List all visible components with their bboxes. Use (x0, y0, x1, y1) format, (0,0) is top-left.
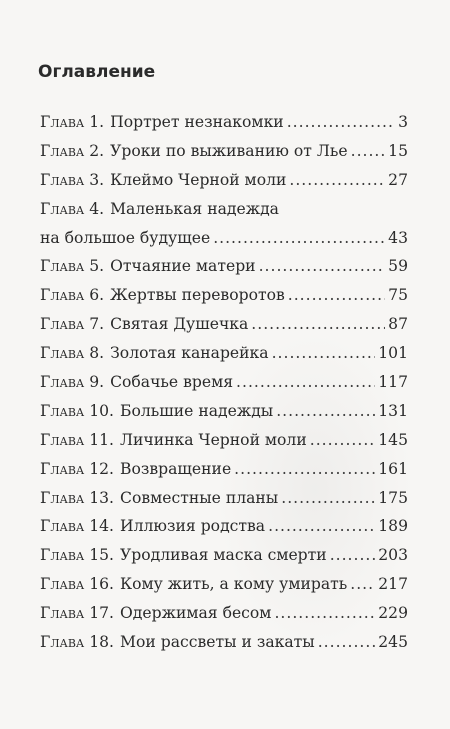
chapter-title: Кому жить, а кому умирать (120, 575, 348, 594)
chapter-label: Глава 4. (40, 199, 105, 218)
dot-leader (289, 166, 385, 195)
toc-entry (40, 541, 408, 570)
chapter-title: Уродливая маска смерти (120, 546, 327, 565)
toc-entry (40, 599, 408, 628)
toc-entry-line (40, 108, 408, 137)
page-number: 87 (388, 315, 408, 334)
page-number: 43 (388, 228, 408, 247)
toc-entry (40, 455, 408, 484)
page-number: 15 (388, 141, 408, 160)
chapter-title: Клеймо Черной моли (110, 170, 287, 189)
chapter-label: Глава 18. (40, 633, 115, 652)
toc-entry-line (40, 628, 408, 657)
chapter-label: Глава 11. (40, 430, 115, 449)
toc-entry (40, 339, 408, 368)
chapter-title: Отчаяние матери (110, 257, 256, 276)
toc-title: Оглавление (38, 62, 156, 82)
chapter-label: Глава 2. (40, 141, 105, 160)
chapter-label: Глава 6. (40, 286, 105, 305)
toc-entry (40, 484, 408, 513)
chapter-label: Глава 7. (40, 315, 105, 334)
toc-entry-line (40, 541, 408, 570)
toc-entry (40, 426, 408, 455)
toc-entry (40, 137, 408, 166)
toc-entry-line (40, 397, 408, 426)
page-number: 189 (378, 517, 408, 536)
chapter-title: Портрет незнакомки (110, 113, 284, 131)
dot-leader (274, 599, 375, 628)
toc-entry-line (40, 426, 408, 455)
toc-entry-line (40, 195, 408, 224)
page-number: 203 (378, 546, 408, 565)
page-number: 217 (378, 575, 408, 594)
toc-entry (40, 397, 408, 426)
chapter-label: Глава 8. (40, 344, 105, 363)
toc-entry-line (40, 339, 408, 368)
dot-leader (281, 484, 375, 513)
toc-entry-line (40, 599, 408, 628)
toc-entry-line (40, 512, 408, 541)
dot-leader (287, 108, 395, 137)
chapter-label: Глава 1. (40, 113, 105, 131)
toc-entry (40, 195, 408, 253)
chapter-label: Глава 3. (40, 170, 105, 189)
chapter-title: Иллюзия родства (120, 517, 266, 536)
page-number: 101 (378, 344, 408, 363)
chapter-label: Глава 12. (40, 459, 115, 478)
dot-leader (259, 252, 386, 281)
page-number: 131 (378, 401, 408, 420)
toc-entry-line (40, 310, 408, 339)
chapter-title: Святая Душечка (110, 315, 249, 334)
dot-leader (234, 455, 375, 484)
toc-entry (40, 281, 408, 310)
dot-leader (251, 310, 385, 339)
chapter-title: Уроки по выживанию от Лье (110, 141, 348, 160)
chapter-title: Личинка Черной моли (120, 430, 307, 449)
chapter-label: Глава 5. (40, 257, 105, 276)
toc-entry (40, 512, 408, 541)
toc-entry-line (40, 281, 408, 310)
page-number: 161 (378, 459, 408, 478)
toc-entry (40, 628, 408, 657)
chapter-title: Жертвы переворотов (110, 286, 285, 305)
dot-leader (236, 368, 375, 397)
dot-leader (330, 541, 376, 570)
dot-leader (276, 397, 375, 426)
page-number: 3 (398, 113, 408, 131)
chapter-label: Глава 10. (40, 401, 115, 420)
toc-entry-line (40, 570, 408, 599)
page-number: 175 (378, 488, 408, 507)
dot-leader (350, 570, 375, 599)
chapter-title: Маленькая надежда (110, 199, 279, 218)
dot-leader (351, 137, 386, 166)
dot-leader (213, 224, 385, 253)
toc-entry-line (40, 484, 408, 513)
toc-entry (40, 108, 408, 137)
toc-entry (40, 570, 408, 599)
toc-entry-line (40, 455, 408, 484)
dot-leader (310, 426, 376, 455)
toc-entry-line (40, 224, 408, 253)
dot-leader (288, 281, 385, 310)
chapter-title: Собачье время (110, 373, 234, 392)
chapter-label: Глава 9. (40, 373, 105, 392)
page-number: 229 (378, 604, 408, 623)
page-number: 75 (388, 286, 408, 305)
chapter-label: Глава 16. (40, 575, 115, 594)
chapter-title-continued: на большое будущее (40, 228, 211, 247)
chapter-title: Одержимая бесом (120, 604, 272, 623)
page-number: 245 (378, 633, 408, 652)
page-number: 117 (378, 373, 408, 392)
dot-leader (272, 339, 376, 368)
table-of-contents (40, 108, 408, 657)
chapter-title: Большие надежды (120, 401, 274, 420)
toc-entry (40, 368, 408, 397)
dot-leader (268, 512, 375, 541)
chapter-title: Совместные планы (120, 488, 279, 507)
toc-entry-line (40, 368, 408, 397)
toc-entry (40, 310, 408, 339)
chapter-label: Глава 14. (40, 517, 115, 536)
page-number: 59 (388, 257, 408, 276)
toc-entry-line (40, 252, 408, 281)
chapter-label: Глава 13. (40, 488, 115, 507)
toc-entry (40, 252, 408, 281)
chapter-label: Глава 17. (40, 604, 115, 623)
toc-entry-line (40, 137, 408, 166)
chapter-label: Глава 15. (40, 546, 115, 565)
toc-entry (40, 166, 408, 195)
dot-leader (318, 628, 376, 657)
chapter-title: Мои рассветы и закаты (120, 633, 315, 652)
toc-entry-line (40, 166, 408, 195)
page-number: 27 (388, 170, 408, 189)
page-number: 145 (378, 430, 408, 449)
chapter-title: Возвращение (120, 459, 232, 478)
chapter-title: Золотая канарейка (110, 344, 269, 363)
